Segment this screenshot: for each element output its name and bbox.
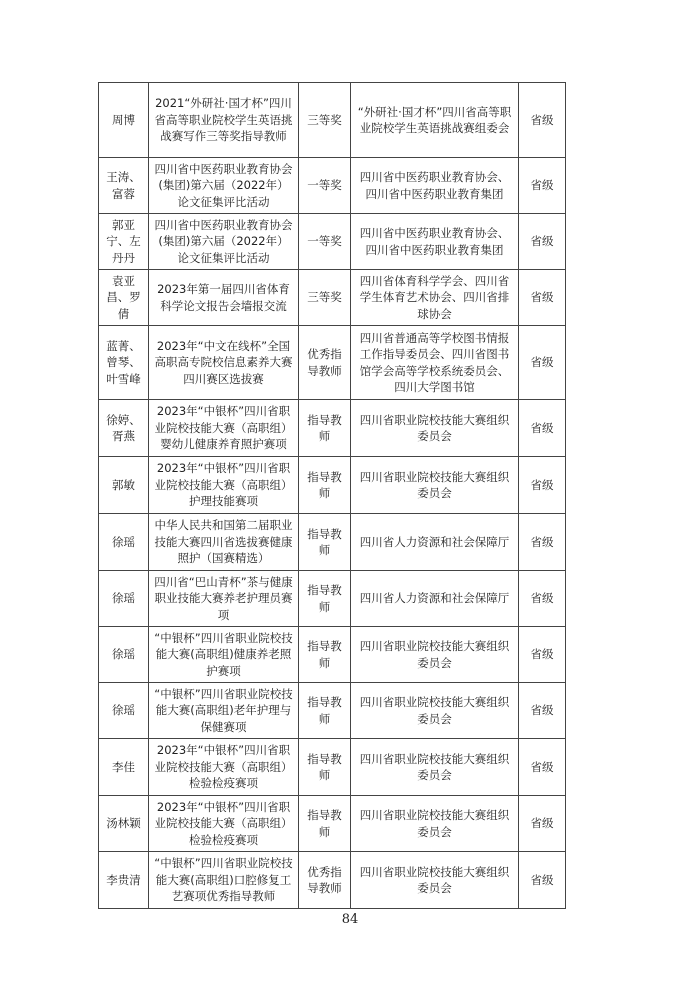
competition-cell: 四川省中医药职业教育协会(集团)第六届（2022年）论文征集评比活动 — [149, 214, 299, 270]
competition-cell: 四川省中医药职业教育协会(集团)第六届（2022年）论文征集评比活动 — [149, 158, 299, 214]
name-cell: 徐瑶 — [99, 683, 149, 739]
award-cell: 优秀指导教师 — [299, 326, 351, 400]
name-cell: 袁亚昌、罗倩 — [99, 270, 149, 326]
table-row — [99, 852, 566, 909]
competition-cell: “中银杯”四川省职业院校技能大赛(高职组)老年护理与保健赛项 — [149, 683, 299, 739]
competition-cell: 2023年“中银杯”四川省职业院校技能大赛（高职组）检验检疫赛项 — [149, 739, 299, 796]
award-cell: 指导教师 — [299, 683, 351, 739]
level-cell: 省级 — [519, 326, 566, 400]
name-cell: 蓝菁、曾琴、叶雪峰 — [99, 326, 149, 400]
table-row — [99, 796, 566, 852]
name-cell: 徐瑶 — [99, 627, 149, 683]
level-cell: 省级 — [519, 83, 566, 158]
competition-cell: 2023年“中文在线杯”全国高职高专院校信息素养大赛四川赛区选拔赛 — [149, 326, 299, 400]
award-cell: 优秀指导教师 — [299, 852, 351, 909]
name-cell: 郭敏 — [99, 457, 149, 514]
level-cell: 省级 — [519, 514, 566, 571]
award-cell: 指导教师 — [299, 400, 351, 457]
table-row — [99, 627, 566, 683]
award-cell: 三等奖 — [299, 83, 351, 158]
level-cell: 省级 — [519, 683, 566, 739]
award-cell: 一等奖 — [299, 158, 351, 214]
table-row — [99, 326, 566, 400]
name-cell: 汤林颖 — [99, 796, 149, 852]
name-cell: 徐婷、胥燕 — [99, 400, 149, 457]
award-cell: 指导教师 — [299, 796, 351, 852]
award-cell: 指导教师 — [299, 457, 351, 514]
competition-cell: “中银杯”四川省职业院校技能大赛(高职组)口腔修复工艺赛项优秀指导教师 — [149, 852, 299, 909]
table-row — [99, 457, 566, 514]
table-row — [99, 158, 566, 214]
level-cell: 省级 — [519, 400, 566, 457]
competition-cell: 2023年第一届四川省体育科学论文报告会墙报交流 — [149, 270, 299, 326]
organizer-cell: 四川省人力资源和社会保障厅 — [351, 571, 519, 627]
organizer-cell: 四川省职业院校技能大赛组织委员会 — [351, 457, 519, 514]
level-cell: 省级 — [519, 739, 566, 796]
award-cell: 指导教师 — [299, 571, 351, 627]
organizer-cell: 四川省职业院校技能大赛组织委员会 — [351, 683, 519, 739]
competition-cell: 2021“外研社·国才杯”四川省高等职业院校学生英语挑战赛写作三等奖指导教师 — [149, 83, 299, 158]
competition-cell: “中银杯”四川省职业院校技能大赛(高职组)健康养老照护赛项 — [149, 627, 299, 683]
name-cell: 李贵清 — [99, 852, 149, 909]
award-cell: 一等奖 — [299, 214, 351, 270]
competition-cell: 2023年“中银杯”四川省职业院校技能大赛（高职组）婴幼儿健康养育照护赛项 — [149, 400, 299, 457]
table-row — [99, 83, 566, 158]
name-cell: 周博 — [99, 83, 149, 158]
organizer-cell: 四川省中医药职业教育协会、四川省中医药职业教育集团 — [351, 214, 519, 270]
award-cell: 指导教师 — [299, 627, 351, 683]
table-row — [99, 514, 566, 571]
organizer-cell: 四川省职业院校技能大赛组织委员会 — [351, 627, 519, 683]
table-row — [99, 571, 566, 627]
organizer-cell: 四川省职业院校技能大赛组织委员会 — [351, 852, 519, 909]
table-row — [99, 400, 566, 457]
competition-cell: 2023年“中银杯”四川省职业院校技能大赛（高职组）检验检疫赛项 — [149, 796, 299, 852]
level-cell: 省级 — [519, 457, 566, 514]
competition-cell: 中华人民共和国第二届职业技能大赛四川省选拔赛健康照护（国赛精选） — [149, 514, 299, 571]
level-cell: 省级 — [519, 270, 566, 326]
organizer-cell: 四川省普通高等学校图书情报工作指导委员会、四川省图书馆学会高等学校系统委员会、四川大学图书馆 — [351, 326, 519, 400]
level-cell: 省级 — [519, 158, 566, 214]
table-row — [99, 683, 566, 739]
award-cell: 指导教师 — [299, 739, 351, 796]
level-cell: 省级 — [519, 571, 566, 627]
level-cell: 省级 — [519, 796, 566, 852]
level-cell: 省级 — [519, 852, 566, 909]
organizer-cell: 四川省体育科学学会、四川省学生体育艺术协会、四川省排球协会 — [351, 270, 519, 326]
organizer-cell: 四川省中医药职业教育协会、四川省中医药职业教育集团 — [351, 158, 519, 214]
level-cell: 省级 — [519, 214, 566, 270]
name-cell: 李佳 — [99, 739, 149, 796]
competition-cell: 四川省“巴山青杯”茶与健康职业技能大赛养老护理员赛项 — [149, 571, 299, 627]
name-cell: 王涛、富蓉 — [99, 158, 149, 214]
award-cell: 指导教师 — [299, 514, 351, 571]
name-cell: 徐瑶 — [99, 514, 149, 571]
organizer-cell: “外研社·国才杯”四川省高等职业院校学生英语挑战赛组委会 — [351, 83, 519, 158]
page-number: 84 — [341, 912, 359, 927]
awards-table — [98, 82, 566, 909]
organizer-cell: 四川省人力资源和社会保障厅 — [351, 514, 519, 571]
name-cell: 徐瑶 — [99, 571, 149, 627]
organizer-cell: 四川省职业院校技能大赛组织委员会 — [351, 739, 519, 796]
table-row — [99, 214, 566, 270]
award-cell: 三等奖 — [299, 270, 351, 326]
name-cell: 郭亚宁、左丹丹 — [99, 214, 149, 270]
organizer-cell: 四川省职业院校技能大赛组织委员会 — [351, 400, 519, 457]
organizer-cell: 四川省职业院校技能大赛组织委员会 — [351, 796, 519, 852]
table-row — [99, 270, 566, 326]
competition-cell: 2023年“中银杯”四川省职业院校技能大赛（高职组）护理技能赛项 — [149, 457, 299, 514]
level-cell: 省级 — [519, 627, 566, 683]
table-row — [99, 739, 566, 796]
